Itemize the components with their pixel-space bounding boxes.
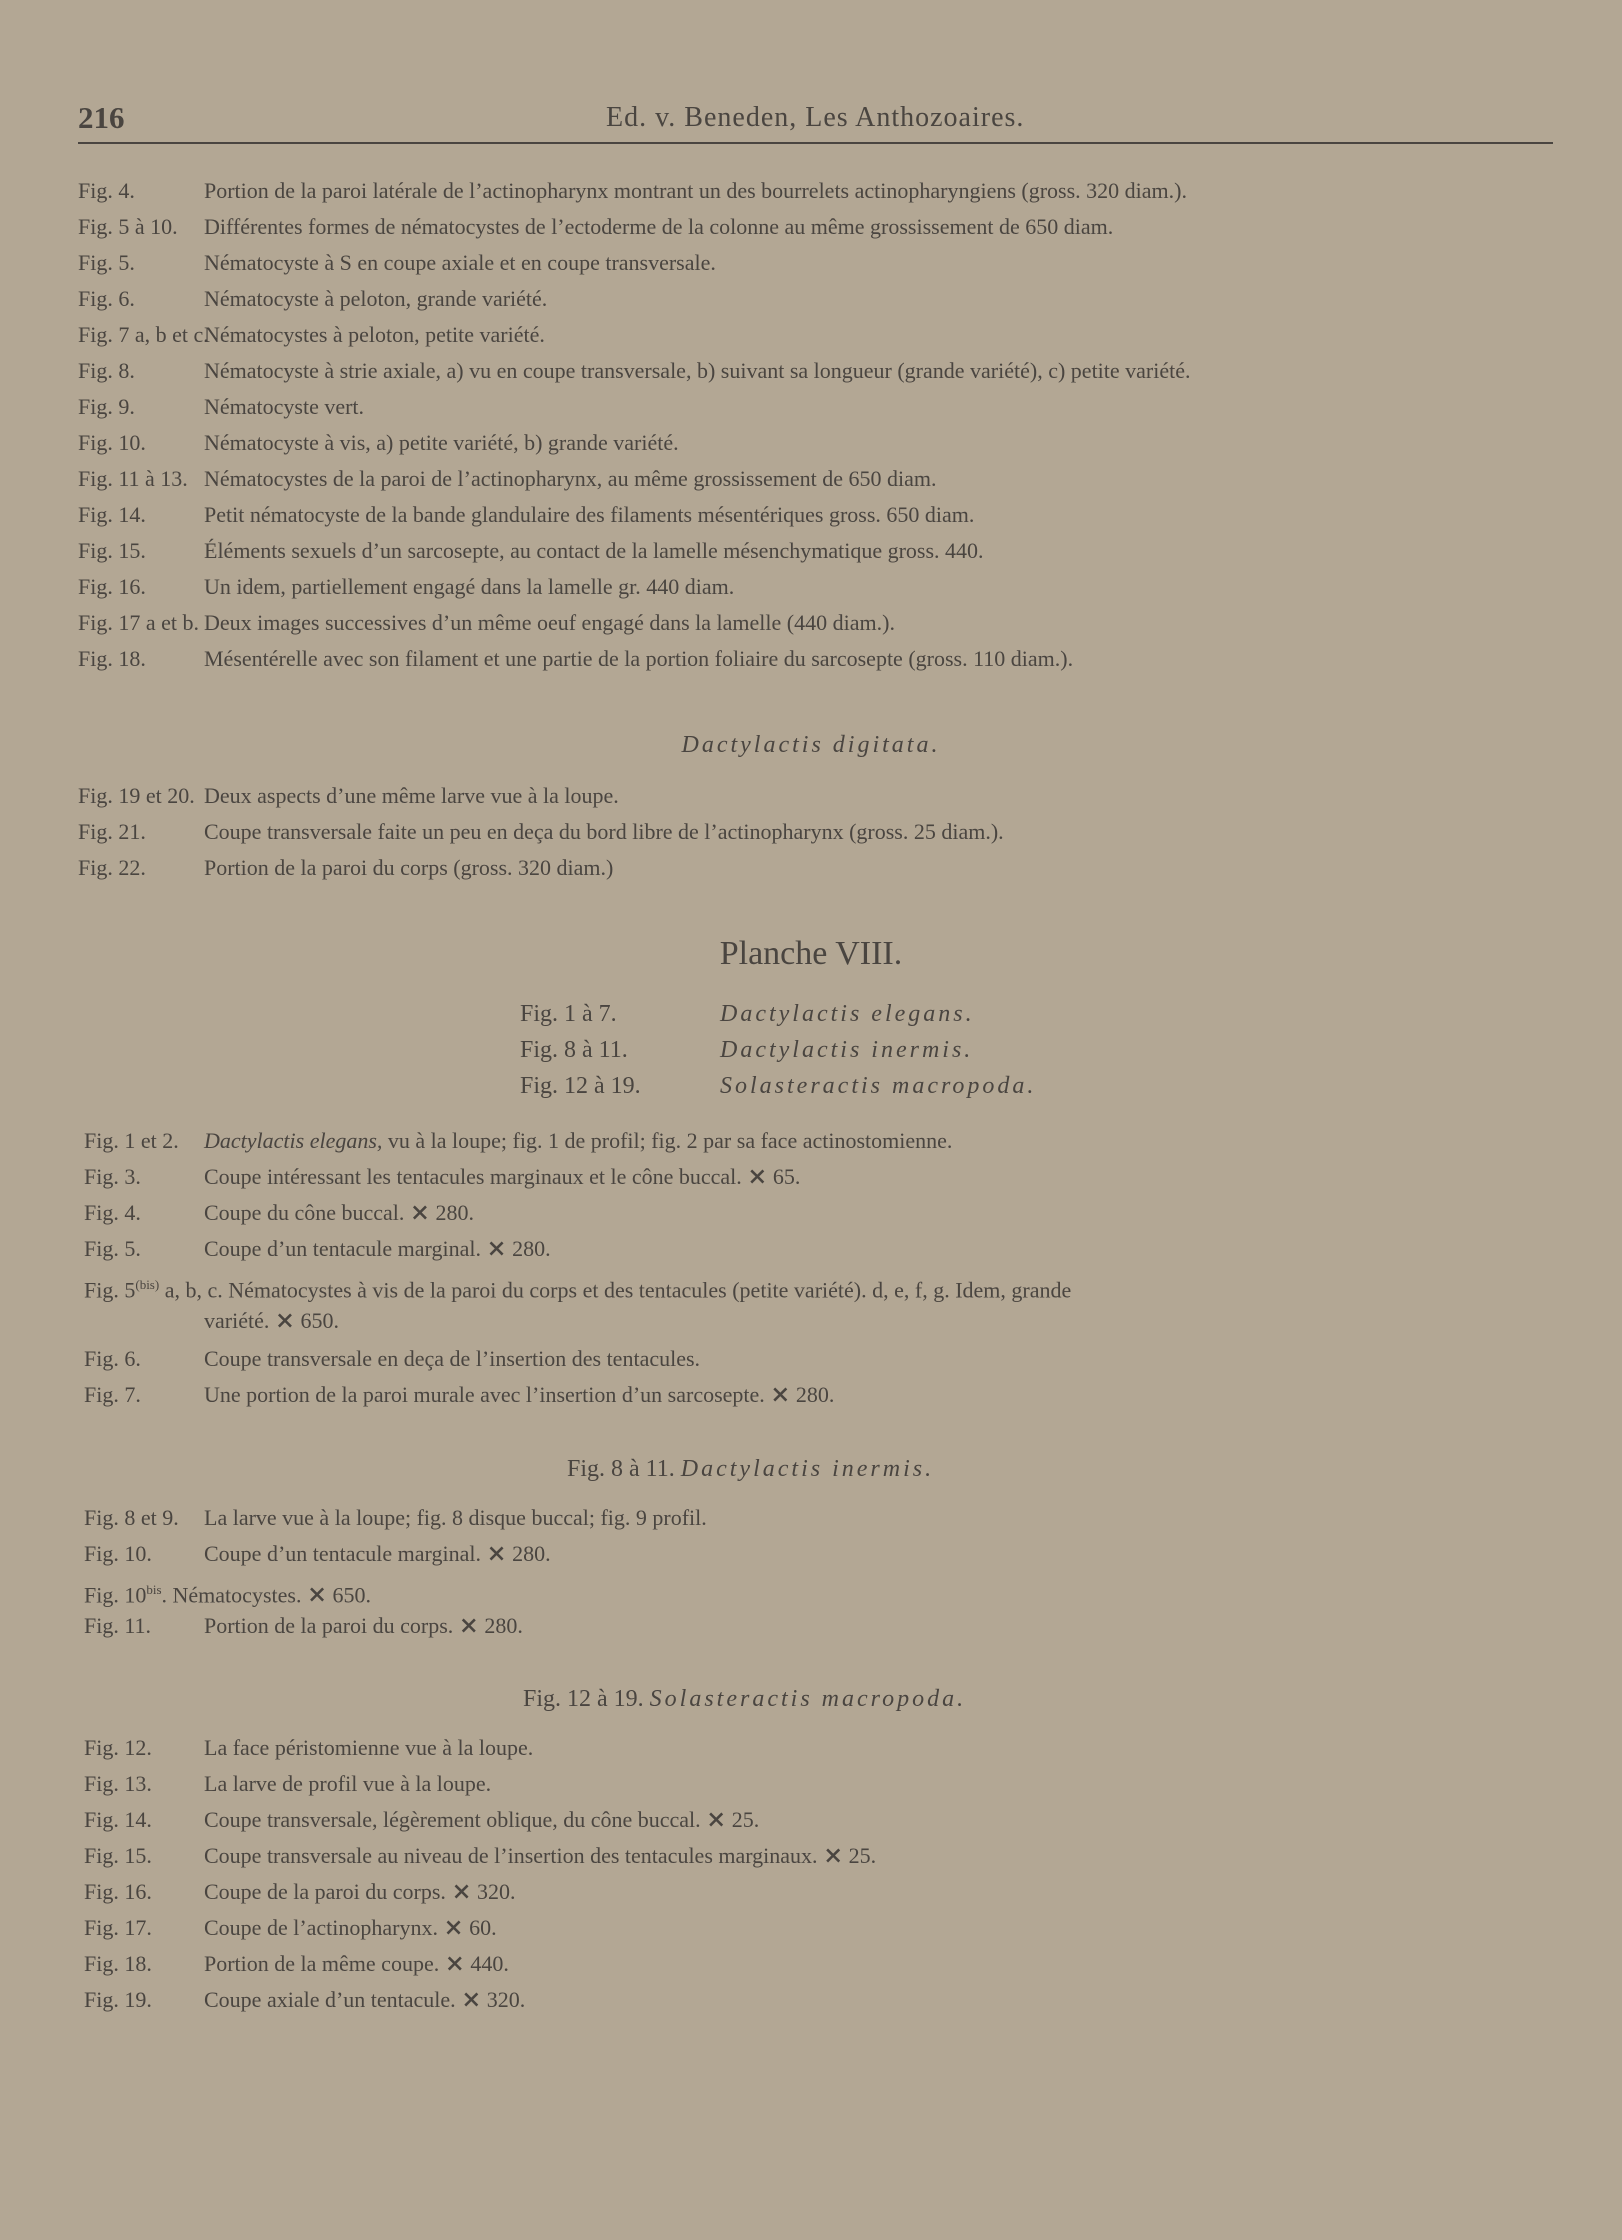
caption-line: Fig. 6. Coupe transversale en deça de l’insertion des tentacules. [84,1346,701,1371]
running-title: Ed. v. Beneden, Les Anthozoaires. [606,102,1025,133]
times-icon: ⨯ [486,1541,507,1567]
times-icon: ⨯ [443,1915,464,1941]
times-icon: ⨯ [461,1987,482,2013]
plate-contents-line: Fig. 12 à 19. Solasteractis macropoda. [520,1073,1037,1099]
caption-line: Fig. $10^{bis}$. Nématocystes. ⨯ 650. [84,1582,372,1609]
caption-line: Fig. 3. Coupe intéressant les tentacules marginaux et le cône buccal. ⨯ 65. [84,1164,801,1190]
caption-line: Fig. 11 à 13. Nématocystes de la paroi de l’actinopharynx, au même grossissement de 650 diam. [78,466,937,491]
caption-line: Fig. 5. Nématocyste à S en coupe axiale et en coupe transversale. [78,250,716,275]
times-icon: ⨯ [770,1382,791,1408]
times-icon: ⨯ [409,1200,430,1226]
section-heading: Dactylactis digitata. [681,732,941,758]
plate-contents-line: Fig. 1 à 7. Dactylactis elegans. [520,1001,975,1027]
caption-line: Fig. 18. Portion de la même coupe. ⨯ 440. [84,1951,509,1977]
caption-line-continued: variété. ⨯ 650. [204,1308,339,1334]
times-icon: ⨯ [458,1613,479,1639]
caption-line: Fig. 4. Portion de la paroi latérale de l’actinopharynx montrant un des bourrelets actinopharyngiens (gross. 320 diam.). [78,178,1187,203]
times-icon: ⨯ [444,1951,465,1977]
caption-line: Fig. 19 et 20. Deux aspects d’une même larve vue à la loupe. [78,783,619,808]
caption-line: Fig. 9. Nématocyste vert. [78,394,365,419]
caption-line: Fig. 11. Portion de la paroi du corps. ⨯ 280. [84,1613,523,1639]
caption-line: Fig. 1 et 2. Dactylactis elegans, vu à la loupe; fig. 1 de profil; fig. 2 par sa face actinostomienne. [84,1128,953,1153]
caption-line: Fig. 14. Coupe transversale, légèrement oblique, du cône buccal. ⨯ 25. [84,1807,760,1833]
caption-line: Fig. 19. Coupe axiale d’un tentacule. ⨯ 320. [84,1987,526,2013]
caption-line: Fig. 7 a, b et c.Nématocystes à peloton, petite variété. [78,322,545,347]
caption-line: Fig. 6. Nématocyste à peloton, grande variété. [78,286,548,311]
page-number: 216 [78,100,125,135]
section-heading: Fig. 12 à 19. Solasteractis macropoda. [523,1686,967,1712]
caption-line: Fig. 22. Portion de la paroi du corps (gross. 320 diam.) [78,855,614,880]
caption-line: Fig. 5. Coupe d’un tentacule marginal. ⨯ 280. [84,1236,551,1262]
times-icon: ⨯ [451,1879,472,1905]
caption-line: Fig. 5 à 10. Différentes formes de nématocystes de l’ectoderme de la colonne au même grossissement de 650 diam. [78,214,1114,239]
times-icon: ⨯ [274,1308,295,1334]
times-icon: ⨯ [747,1164,768,1190]
caption-line: Fig. 18. Mésentérelle avec son filament et une partie de la portion foliaire du sarcosepte (gross. 110 diam.). [78,646,1074,671]
caption-line: Fig. 14. Petit nématocyste de la bande glandulaire des filaments mésentériques gross. 650 diam. [78,502,975,527]
caption-line: Fig. 15. Coupe transversale au niveau de l’insertion des tentacules marginaux. ⨯ 25. [84,1843,877,1869]
times-icon: ⨯ [306,1582,328,1609]
times-icon: ⨯ [486,1236,507,1262]
plate-title: Planche VIII. [719,935,903,972]
caption-line: Fig. 17 a et b. Deux images successives d’un même oeuf engagé dans la lamelle (440 diam.). [78,610,895,635]
caption-line: Fig. 7. Une portion de la paroi murale avec l’insertion d’un sarcosepte. ⨯ 280. [84,1382,835,1408]
plate-contents-line: Fig. 8 à 11. Dactylactis inermis. [520,1037,974,1063]
section-heading: Fig. 8 à 11. Dactylactis inermis. [567,1456,935,1482]
caption-line: Fig. 8 et 9. La larve vue à la loupe; fig. 8 disque buccal; fig. 9 profil. [84,1505,707,1530]
caption-line: Fig. 17. Coupe de l’actinopharynx. ⨯ 60. [84,1915,497,1941]
caption-line: Fig. 12. La face péristomienne vue à la loupe. [84,1735,534,1760]
times-icon: ⨯ [823,1843,844,1869]
caption-line: Fig. 8. Nématocyste à strie axiale, a) vu en coupe transversale, b) suivant sa longueur (grande variété), c) petite variété. [78,358,1191,383]
caption-line: Fig. 15. Éléments sexuels d’un sarcosepte, au contact de la lamelle mésenchymatique gross. 440. [78,538,984,563]
caption-line: Fig. 13. La larve de profil vue à la loupe. [84,1771,492,1796]
caption-line: Fig. $5^{(bis)}$ a, b, c. Nématocystes à vis de la paroi du corps et des tentacules (petite variété). d, e, f, g. Idem, grande [84,1277,1072,1303]
caption-line: Fig. 21. Coupe transversale faite un peu en deça du bord libre de l’actinopharynx (gross. 25 diam.). [78,819,1004,844]
caption-line: Fig. 4. Coupe du cône buccal. ⨯ 280. [84,1200,474,1226]
caption-line: Fig. 10. Coupe d’un tentacule marginal. ⨯ 280. [84,1541,551,1567]
caption-line: Fig. 16. Un idem, partiellement engagé dans la lamelle gr. 440 diam. [78,574,735,599]
times-icon: ⨯ [706,1807,727,1833]
caption-line: Fig. 16. Coupe de la paroi du corps. ⨯ 320. [84,1879,516,1905]
caption-line: Fig. 10. Nématocyste à vis, a) petite variété, b) grande variété. [78,430,679,455]
page-header [78,100,1553,144]
